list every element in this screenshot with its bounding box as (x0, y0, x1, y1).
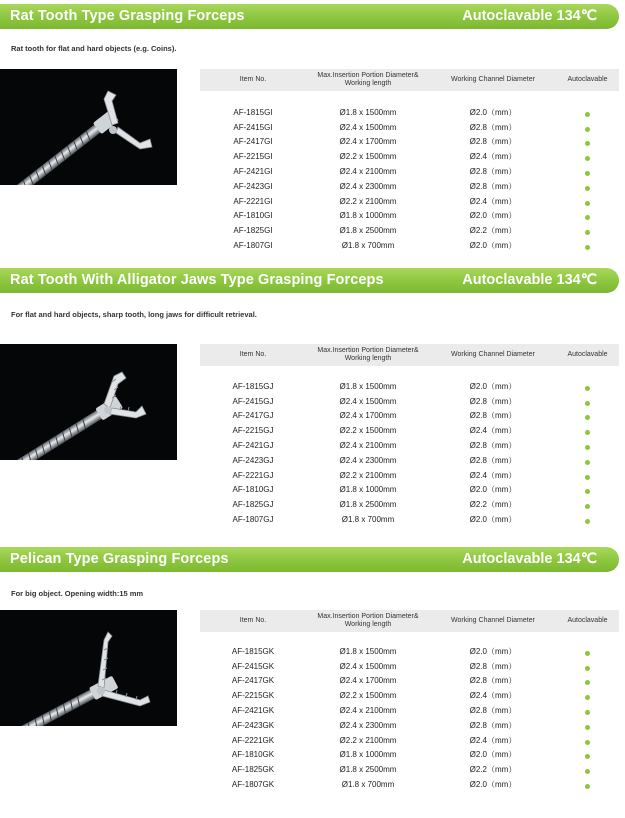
item-no: AF-2415GK (231, 661, 275, 671)
autoclavable-cell (556, 644, 619, 659)
autoclavable-dot-icon (585, 201, 590, 206)
channel-value: Ø2.8（mm） (469, 720, 517, 730)
table-row (200, 120, 619, 135)
table-row (200, 194, 619, 209)
table-row (200, 209, 619, 224)
autoclavable-cell (556, 179, 619, 194)
autoclavable-cell (556, 194, 619, 209)
autoclavable-dot-icon (585, 401, 590, 406)
autoclavable-cell (556, 438, 619, 453)
table-row (200, 748, 619, 763)
table-header (200, 610, 619, 632)
autoclavable-dot-icon (585, 769, 590, 774)
autoclavable-cell (556, 512, 619, 527)
item-no: AF-2421GJ (232, 441, 274, 451)
channel-value: Ø2.8（mm） (469, 441, 517, 451)
autoclavable-cell (556, 120, 619, 135)
header-autoclavable: Autoclavable (567, 617, 608, 624)
autoclavable-cell (556, 164, 619, 179)
autoclavable-cell (556, 223, 619, 238)
channel-value: Ø2.8（mm） (469, 706, 517, 716)
table-header (200, 69, 619, 91)
table-row (200, 483, 619, 498)
item-no: AF-2417GI (233, 137, 273, 147)
item-no: AF-2417GK (231, 676, 275, 686)
autoclavable-dot-icon (585, 475, 590, 480)
autoclavable-dot-icon (585, 725, 590, 730)
item-no: AF-1815GI (233, 107, 273, 117)
autoclavable-dot-icon (585, 112, 590, 117)
header-insertion: Max.Insertion Portion Diameter& Working length (317, 72, 419, 87)
item-no: AF-1807GJ (232, 515, 274, 525)
table-row (200, 497, 619, 512)
autoclavable-dot-icon (585, 754, 590, 759)
section-title: Rat Tooth With Alligator Jaws Type Grasping Forceps (10, 272, 384, 288)
autoclavable-cell (556, 483, 619, 498)
insertion-value: Ø2.4 x 1500mm (339, 122, 397, 132)
autoclavable-dot-icon (585, 740, 590, 745)
item-no: AF-1807GK (231, 780, 275, 790)
section-description: Rat tooth for flat and hard objects (e.g. Coins). (11, 44, 177, 53)
channel-value: Ø2.8（mm） (469, 661, 517, 671)
table-header (200, 344, 619, 366)
insertion-value: Ø2.2 x 2100mm (339, 735, 397, 745)
channel-value: Ø2.4（mm） (469, 426, 517, 436)
channel-value: Ø2.8（mm） (469, 122, 517, 132)
channel-value: Ø2.8（mm） (469, 455, 517, 465)
item-no: AF-2415GJ (232, 396, 274, 406)
channel-value: Ø2.0（mm） (469, 750, 517, 760)
autoclavable-cell (556, 149, 619, 164)
autoclavable-label: Autoclavable 134℃ (462, 272, 597, 288)
insertion-value: Ø1.8 x 700mm (341, 515, 395, 525)
autoclavable-dot-icon (585, 666, 590, 671)
autoclavable-cell (556, 718, 619, 733)
insertion-value: Ø1.8 x 1000mm (339, 750, 397, 760)
item-no: AF-2215GK (231, 691, 275, 701)
channel-value: Ø2.4（mm） (469, 152, 517, 162)
pelican-forceps-image (0, 610, 177, 726)
insertion-value: Ø2.4 x 2100mm (339, 441, 397, 451)
autoclavable-cell (556, 497, 619, 512)
autoclavable-cell (556, 468, 619, 483)
autoclavable-cell (556, 394, 619, 409)
channel-value: Ø2.0（mm） (469, 381, 517, 391)
autoclavable-cell (556, 209, 619, 224)
table-row (200, 135, 619, 150)
channel-value: Ø2.4（mm） (469, 196, 517, 206)
autoclavable-cell (556, 674, 619, 689)
autoclavable-dot-icon (585, 386, 590, 391)
table-row (200, 777, 619, 792)
item-no: AF-1810GJ (232, 485, 274, 495)
header-autoclavable: Autoclavable (567, 76, 608, 83)
autoclavable-cell (556, 105, 619, 120)
table-row (200, 703, 619, 718)
autoclavable-dot-icon (585, 156, 590, 161)
autoclavable-dot-icon (585, 141, 590, 146)
section-title: Rat Tooth Type Grasping Forceps (10, 8, 245, 24)
channel-value: Ø2.0（mm） (469, 515, 517, 525)
channel-value: Ø2.0（mm） (469, 107, 517, 117)
header-item-no: Item No. (239, 617, 267, 624)
item-no: AF-2221GJ (232, 470, 274, 480)
insertion-value: Ø1.8 x 1000mm (339, 485, 397, 495)
insertion-value: Ø1.8 x 1000mm (339, 211, 397, 221)
autoclavable-dot-icon (585, 695, 590, 700)
insertion-value: Ø2.4 x 1700mm (339, 676, 397, 686)
insertion-value: Ø2.4 x 1500mm (339, 396, 397, 406)
item-no: AF-2421GI (233, 167, 273, 177)
insertion-value: Ø1.8 x 1500mm (339, 381, 397, 391)
header-item-no: Item No. (239, 76, 267, 83)
table-row (200, 512, 619, 527)
item-no: AF-2215GJ (232, 426, 274, 436)
table-row (200, 762, 619, 777)
item-no: AF-1810GI (233, 211, 273, 221)
header-insertion: Max.Insertion Portion Diameter& Working length (317, 613, 419, 628)
item-no: AF-1825GK (231, 765, 275, 775)
insertion-value: Ø1.8 x 1500mm (339, 107, 397, 117)
table-row (200, 644, 619, 659)
rat-tooth-forceps-image (0, 69, 177, 185)
section-title: Pelican Type Grasping Forceps (10, 551, 229, 567)
autoclavable-dot-icon (585, 519, 590, 524)
table-row (200, 238, 619, 253)
table-row (200, 674, 619, 689)
channel-value: Ø2.8（mm） (469, 396, 517, 406)
autoclavable-dot-icon (585, 171, 590, 176)
autoclavable-dot-icon (585, 230, 590, 235)
autoclavable-cell (556, 379, 619, 394)
autoclavable-cell (556, 409, 619, 424)
autoclavable-dot-icon (585, 245, 590, 250)
table-row (200, 164, 619, 179)
insertion-value: Ø2.4 x 2100mm (339, 706, 397, 716)
spec-table (200, 69, 619, 253)
insertion-value: Ø2.2 x 1500mm (339, 691, 397, 701)
table-row (200, 423, 619, 438)
autoclavable-dot-icon (585, 680, 590, 685)
section-banner (0, 4, 619, 29)
channel-value: Ø2.8（mm） (469, 167, 517, 177)
table-row (200, 688, 619, 703)
autoclavable-cell (556, 762, 619, 777)
channel-value: Ø2.4（mm） (469, 470, 517, 480)
table-row (200, 468, 619, 483)
table-row (200, 223, 619, 238)
autoclavable-cell (556, 748, 619, 763)
autoclavable-label: Autoclavable 134℃ (462, 8, 597, 24)
insertion-value: Ø2.2 x 1500mm (339, 152, 397, 162)
autoclavable-dot-icon (585, 186, 590, 191)
item-no: AF-2421GK (231, 706, 275, 716)
autoclavable-cell (556, 703, 619, 718)
insertion-value: Ø2.4 x 1700mm (339, 137, 397, 147)
autoclavable-cell (556, 135, 619, 150)
autoclavable-dot-icon (585, 710, 590, 715)
section-description: For big object. Opening width:15 mm (11, 589, 144, 598)
channel-value: Ø2.2（mm） (469, 226, 517, 236)
insertion-value: Ø2.4 x 1500mm (339, 661, 397, 671)
autoclavable-cell (556, 238, 619, 253)
autoclavable-cell (556, 733, 619, 748)
autoclavable-dot-icon (585, 784, 590, 789)
channel-value: Ø2.4（mm） (469, 691, 517, 701)
channel-value: Ø2.4（mm） (469, 735, 517, 745)
item-no: AF-2215GI (233, 152, 273, 162)
autoclavable-cell (556, 777, 619, 792)
autoclavable-label: Autoclavable 134℃ (462, 551, 597, 567)
item-no: AF-2423GJ (232, 455, 274, 465)
item-no: AF-1825GJ (232, 500, 274, 510)
header-item-no: Item No. (239, 351, 267, 358)
table-row (200, 149, 619, 164)
autoclavable-dot-icon (585, 445, 590, 450)
item-no: AF-1825GI (233, 226, 273, 236)
channel-value: Ø2.0（mm） (469, 241, 517, 251)
header-autoclavable: Autoclavable (567, 351, 608, 358)
insertion-value: Ø1.8 x 2500mm (339, 226, 397, 236)
alligator-jaw-forceps-image (0, 344, 177, 460)
item-no: AF-2423GI (233, 181, 273, 191)
header-channel: Working Channel Diameter (451, 351, 535, 358)
spec-table (200, 610, 619, 792)
insertion-value: Ø2.4 x 2300mm (339, 181, 397, 191)
section-banner (0, 268, 619, 293)
header-channel: Working Channel Diameter (451, 617, 535, 624)
insertion-value: Ø1.8 x 2500mm (339, 500, 397, 510)
item-no: AF-2423GK (231, 720, 275, 730)
autoclavable-cell (556, 688, 619, 703)
channel-value: Ø2.8（mm） (469, 676, 517, 686)
channel-value: Ø2.0（mm） (469, 485, 517, 495)
channel-value: Ø2.2（mm） (469, 500, 517, 510)
insertion-value: Ø1.8 x 700mm (341, 780, 395, 790)
insertion-value: Ø1.8 x 1500mm (339, 646, 397, 656)
channel-value: Ø2.0（mm） (469, 211, 517, 221)
item-no: AF-1807GI (233, 241, 273, 251)
autoclavable-cell (556, 423, 619, 438)
channel-value: Ø2.0（mm） (469, 780, 517, 790)
insertion-value: Ø2.4 x 2300mm (339, 455, 397, 465)
spec-table (200, 344, 619, 527)
autoclavable-dot-icon (585, 430, 590, 435)
table-row (200, 453, 619, 468)
table-row (200, 394, 619, 409)
table-row (200, 179, 619, 194)
table-row (200, 438, 619, 453)
item-no: AF-1815GJ (232, 381, 274, 391)
table-row (200, 409, 619, 424)
autoclavable-cell (556, 453, 619, 468)
insertion-value: Ø2.2 x 1500mm (339, 426, 397, 436)
item-no: AF-2221GK (231, 735, 275, 745)
autoclavable-dot-icon (585, 215, 590, 220)
insertion-value: Ø2.4 x 1700mm (339, 411, 397, 421)
autoclavable-dot-icon (585, 651, 590, 656)
table-row (200, 733, 619, 748)
table-row (200, 718, 619, 733)
channel-value: Ø2.0（mm） (469, 646, 517, 656)
item-no: AF-2415GI (233, 122, 273, 132)
item-no: AF-1810GK (231, 750, 275, 760)
insertion-value: Ø2.2 x 2100mm (339, 196, 397, 206)
item-no: AF-2221GI (233, 196, 273, 206)
section-description: For flat and hard objects, sharp tooth, long jaws for difficult retrieval. (11, 310, 257, 319)
autoclavable-dot-icon (585, 127, 590, 132)
channel-value: Ø2.2（mm） (469, 765, 517, 775)
autoclavable-cell (556, 659, 619, 674)
channel-value: Ø2.8（mm） (469, 181, 517, 191)
table-row (200, 659, 619, 674)
autoclavable-dot-icon (585, 415, 590, 420)
insertion-value: Ø2.2 x 2100mm (339, 470, 397, 480)
section-banner (0, 547, 619, 572)
autoclavable-dot-icon (585, 489, 590, 494)
autoclavable-dot-icon (585, 504, 590, 509)
insertion-value: Ø2.4 x 2100mm (339, 167, 397, 177)
item-no: AF-1815GK (231, 646, 275, 656)
table-row (200, 379, 619, 394)
insertion-value: Ø1.8 x 2500mm (339, 765, 397, 775)
channel-value: Ø2.8（mm） (469, 137, 517, 147)
table-row (200, 105, 619, 120)
item-no: AF-2417GJ (232, 411, 274, 421)
channel-value: Ø2.8（mm） (469, 411, 517, 421)
header-channel: Working Channel Diameter (451, 76, 535, 83)
autoclavable-dot-icon (585, 460, 590, 465)
insertion-value: Ø1.8 x 700mm (341, 241, 395, 251)
header-insertion: Max.Insertion Portion Diameter& Working length (317, 347, 419, 362)
insertion-value: Ø2.4 x 2300mm (339, 720, 397, 730)
